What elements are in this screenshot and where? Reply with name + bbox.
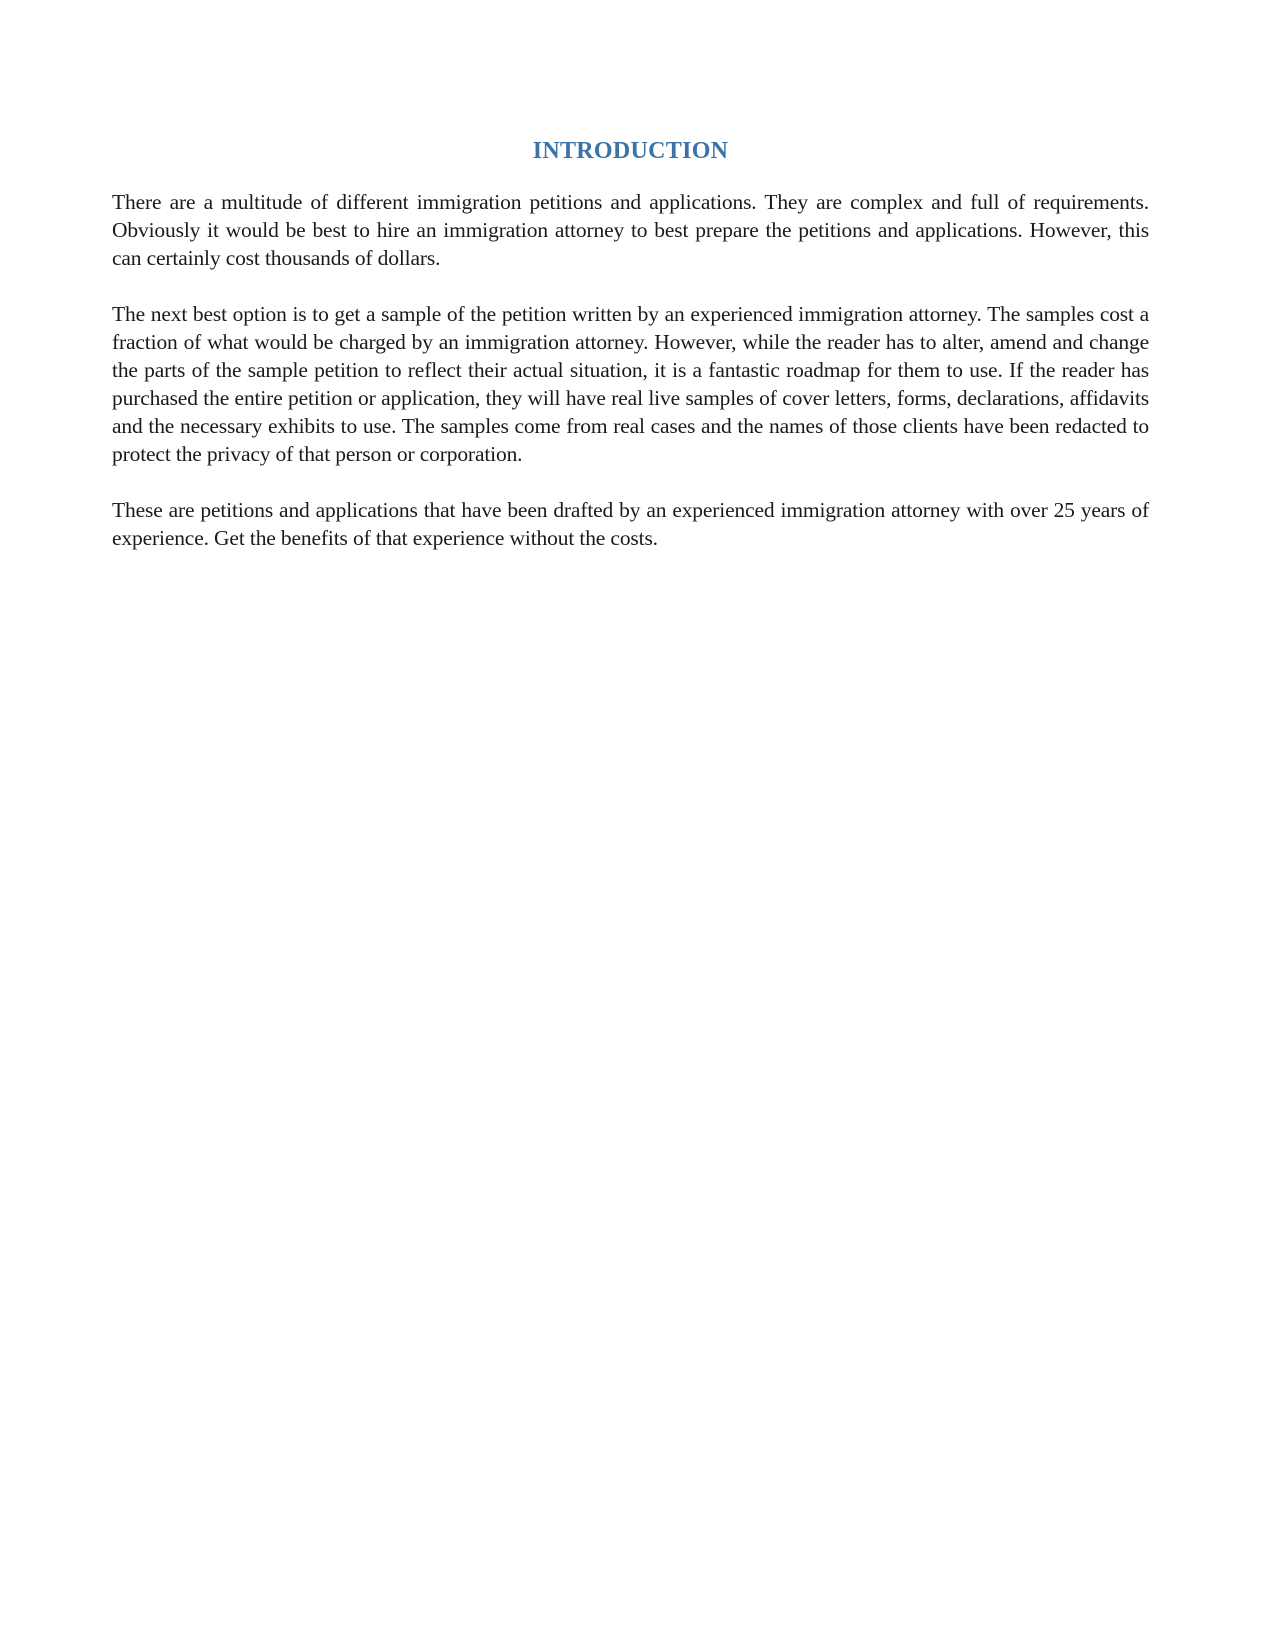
- intro-paragraph-3: These are petitions and applications that have been drafted by an experienced immigration attorney with over 25 years of experience. Get the benefits of that experience without the costs.: [112, 498, 1149, 550]
- document-page: [112, 136, 1149, 580]
- intro-paragraph-2: The next best option is to get a sample of the petition written by an experienced immigration attorney. The samples cost a fraction of what would be charged by an immigration attorney. However, while the reader has to alter, amend and change the parts of the sample petition to reflect their actual situation, it is a fantastic roadmap for them to use. If the reader has purchased the entire petition or application, they will have real live samples of cover letters, forms, declarations, affidavits and the necessary exhibits to use. The samples come from real cases and the names of those clients have been redacted to protect the privacy of that person or corporation.: [112, 302, 1149, 466]
- intro-paragraph-1: There are a multitude of different immigration petitions and applications. They are complex and full of requirements. Obviously it would be best to hire an immigration attorney to best prepare the petitions and applications. However, this can certainly cost thousands of dollars.: [112, 190, 1149, 270]
- section-title: INTRODUCTION: [532, 138, 729, 164]
